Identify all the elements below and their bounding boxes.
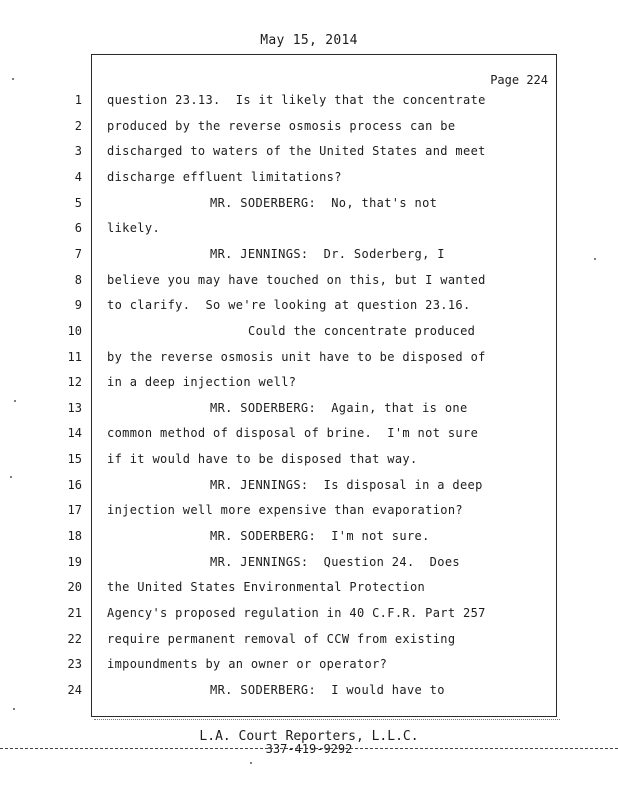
- transcript-line-text: to clarify. So we're looking at question 23.16.: [107, 298, 471, 312]
- scan-speck: [10, 476, 12, 478]
- line-number: 14: [67, 426, 82, 440]
- line-number: 17: [67, 503, 82, 517]
- transcript-line-text: MR. JENNINGS: Question 24. Does: [210, 555, 460, 569]
- transcript-line-text: Could the concentrate produced: [248, 324, 476, 338]
- transcript-line-text: by the reverse osmosis unit have to be disposed of: [107, 350, 486, 364]
- scan-speck: [12, 78, 14, 80]
- line-number: 13: [67, 401, 82, 415]
- line-number: 6: [74, 221, 82, 235]
- transcript-line-text: discharged to waters of the United States and meet: [107, 144, 486, 158]
- line-number: 2: [74, 119, 82, 133]
- line-number: 4: [74, 170, 82, 184]
- line-number: 7: [74, 247, 82, 261]
- transcript-line-text: impoundments by an owner or operator?: [107, 657, 388, 671]
- transcript-line-text: common method of disposal of brine. I'm not sure: [107, 426, 479, 440]
- line-number: 23: [67, 657, 82, 671]
- transcript-line-text: in a deep injection well?: [107, 375, 297, 389]
- line-number: 9: [74, 298, 82, 312]
- transcript-line-text: MR. JENNINGS: Is disposal in a deep: [210, 478, 483, 492]
- line-number: 11: [67, 350, 82, 364]
- line-number: 10: [67, 324, 82, 338]
- transcript-line-text: likely.: [107, 221, 161, 235]
- transcript-line-text: MR. SODERBERG: I'm not sure.: [210, 529, 430, 543]
- line-number: 21: [67, 606, 82, 620]
- line-number: 1: [74, 93, 82, 107]
- page-number: Page 224: [490, 73, 548, 87]
- transcript-line-text: produced by the reverse osmosis process can be: [107, 119, 456, 133]
- line-number: 16: [67, 478, 82, 492]
- line-number: 22: [67, 632, 82, 646]
- line-number: 5: [74, 196, 82, 210]
- transcript-line-text: MR. JENNINGS: Dr. Soderberg, I: [210, 247, 445, 261]
- transcript-line-text: MR. SODERBERG: I would have to: [210, 683, 445, 697]
- frame-bottom-shadow: [94, 716, 560, 720]
- transcript-line-text: discharge effluent limitations?: [107, 170, 342, 184]
- transcript-line-text: MR. SODERBERG: Again, that is one: [210, 401, 468, 415]
- line-number: 19: [67, 555, 82, 569]
- scan-speck: [250, 762, 252, 764]
- line-number: 15: [67, 452, 82, 466]
- line-number: 24: [67, 683, 82, 697]
- scan-speck: [594, 258, 596, 260]
- line-number: 3: [74, 144, 82, 158]
- line-number: 18: [67, 529, 82, 543]
- transcript-line-text: believe you may have touched on this, but I wanted: [107, 273, 486, 287]
- scan-speck: [13, 708, 15, 710]
- line-number: 12: [67, 375, 82, 389]
- court-reporter-phone: 337-419-9292: [265, 742, 353, 756]
- transcript-line-text: question 23.13. Is it likely that the concentrate: [107, 93, 486, 107]
- transcript-line-text: MR. SODERBERG: No, that's not: [210, 196, 438, 210]
- transcript-line-text: if it would have to be disposed that way.: [107, 452, 418, 466]
- footer-divider: [0, 748, 618, 749]
- line-number: 8: [74, 273, 82, 287]
- line-number: 20: [67, 580, 82, 594]
- transcript-line-text: require permanent removal of CCW from existing: [107, 632, 456, 646]
- transcript-line-text: Agency's proposed regulation in 40 C.F.R. Part 257: [107, 606, 486, 620]
- transcript-line-text: injection well more expensive than evaporation?: [107, 503, 464, 517]
- court-reporter-company: L.A. Court Reporters, L.L.C.: [199, 729, 419, 744]
- transcript-line-text: the United States Environmental Protection: [107, 580, 426, 594]
- scan-speck: [14, 400, 16, 402]
- transcript-date: May 15, 2014: [260, 33, 358, 48]
